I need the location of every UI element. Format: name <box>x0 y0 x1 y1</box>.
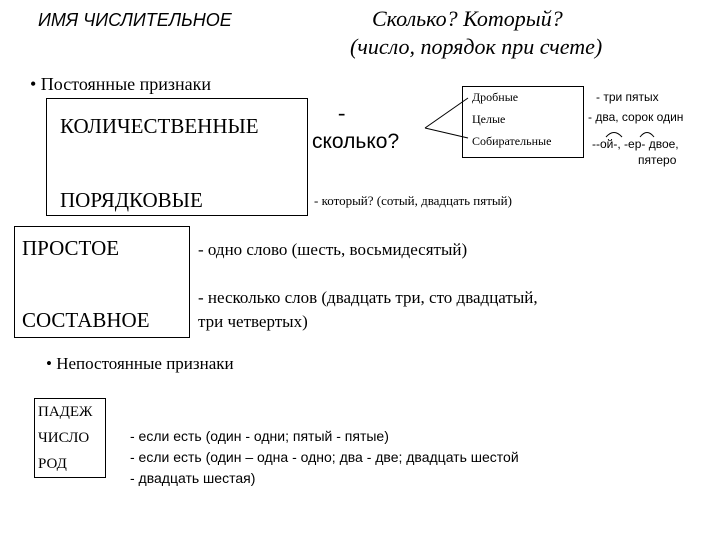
variable-heading: • Непостоянные признаки <box>46 354 234 373</box>
left-title: ИМЯ ЧИСЛИТЕЛЬНОЕ <box>38 10 232 30</box>
right-title-line1: Сколько? Который? <box>372 6 563 31</box>
variable-note-3: - двадцать шестая) <box>130 470 256 486</box>
example-collective: --ой-, -ер- двое, <box>592 137 679 151</box>
compound-label: СОСТАВНОЕ <box>22 308 150 332</box>
question-how-many: сколько? <box>312 130 400 153</box>
subtype-collective: Собирательные <box>472 134 552 148</box>
dash-mark: - <box>338 100 346 125</box>
simple-note: - одно слово (шесть, восьмидесятый) <box>198 240 468 259</box>
variable-note-2: - если есть (один – одна - одно; два - две; двадцать шестой <box>130 449 519 465</box>
right-title-line2: (число, порядок при счете) <box>350 34 603 59</box>
ordinal-note: - который? (сотый, двадцать пятый) <box>314 193 512 208</box>
variable-item-number: ЧИСЛО <box>38 430 90 446</box>
simple-label: ПРОСТОЕ <box>22 236 120 260</box>
variable-item-gender: РОД <box>38 456 67 472</box>
example-whole: - два, сорок один <box>588 110 684 124</box>
variable-item-case: ПАДЕЖ <box>38 404 93 420</box>
example-fractional: - три пятых <box>596 90 659 104</box>
quantitative-label: КОЛИЧЕСТВЕННЫЕ <box>60 114 259 138</box>
variable-note-1: - если есть (один - одни; пятый - пятые) <box>130 428 389 444</box>
ordinal-label: ПОРЯДКОВЫЕ <box>60 188 203 212</box>
subtype-whole: Целые <box>472 112 506 126</box>
subtype-fractional: Дробные <box>472 90 519 104</box>
compound-note-line1: - несколько слов (двадцать три, сто двадцатый, <box>198 288 538 307</box>
constant-heading: • Постоянные признаки <box>30 74 212 94</box>
example-collective-line2: пятеро <box>638 153 677 167</box>
compound-note-line2: три четвертых) <box>198 312 308 331</box>
